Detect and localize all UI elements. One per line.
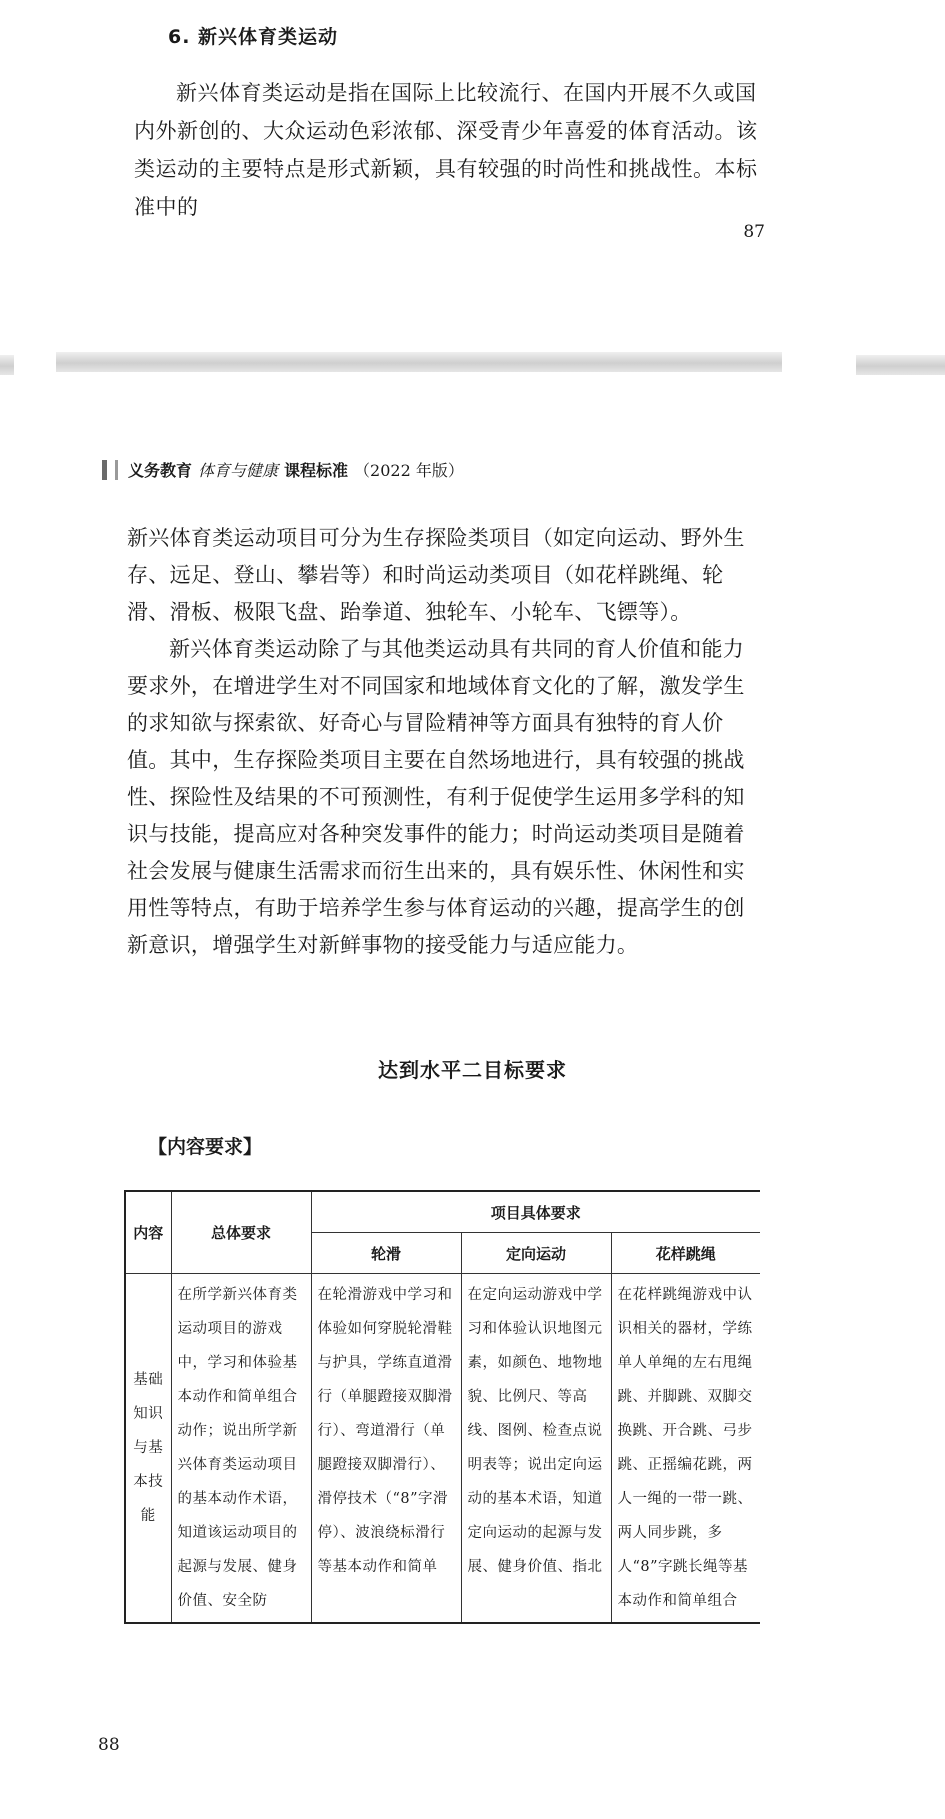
level-title: 达到水平二目标要求 <box>378 1058 567 1082</box>
main-body <box>127 520 765 964</box>
page-separator-left <box>0 355 14 375</box>
table-row <box>125 1274 760 1624</box>
header-subject: 体育与健康 <box>198 461 279 480</box>
requirements-table <box>124 1190 760 1662</box>
header-prefix: 义务教育 <box>128 461 193 480</box>
section-heading: 6. 新兴体育类运动 <box>168 26 339 48</box>
cell-fancy-rope: 在花样跳绳游戏中认识相关的器材，学练单人单绳的左右甩绳跳、并脚跳、双脚交换跳、开合跳、弓步跳、正摇编花跳，两人一绳的一带一跳、两人同步跳，多人“8”字跳长绳等基本动作和简单组合 <box>611 1274 760 1624</box>
header-content: 内容 <box>125 1191 171 1274</box>
running-header <box>102 458 464 481</box>
page-number-top: 87 <box>743 222 765 242</box>
row-category: 基础知识与基本技能 <box>125 1274 171 1624</box>
header-roller-skating: 轮滑 <box>311 1233 461 1274</box>
top-paragraph <box>134 74 764 226</box>
body-paragraph-1: 新兴体育类运动项目可分为生存探险类项目（如定向运动、野外生存、远足、登山、攀岩等）和时尚运动类项目（如花样跳绳、轮滑、滑板、极限飞盘、跆拳道、独轮车、小轮车、飞镖等）。 <box>127 526 745 624</box>
cell-roller-skating: 在轮滑游戏中学习和体验如何穿脱轮滑鞋与护具，学练直道滑行（单腿蹬接双脚滑行）、弯道滑行（单腿蹬接双脚滑行）、滑停技术（“8”字滑停）、波浪绕标滑行等基本动作和简单 <box>311 1274 461 1624</box>
header-doc: 课程标准 <box>284 461 349 480</box>
header-mark <box>102 460 107 480</box>
content-requirements-title: 【内容要求】 <box>148 1136 263 1158</box>
header-edition: （2022 年版） <box>354 461 464 480</box>
cell-overall: 在所学新兴体育类运动项目的游戏中，学习和体验基本动作和简单组合动作；说出所学新兴体育类运动项目的基本动作术语，知道该运动项目的起源与发展、健身价值、安全防 <box>171 1274 311 1624</box>
top-paragraph-text: 新兴体育类运动是指在国际上比较流行、在国内开展不久或国内外新创的、大众运动色彩浓郁、深受青少年喜爱的体育活动。该类运动的主要特点是形式新颖，具有较强的时尚性和挑战性。本标准中的 <box>134 81 758 219</box>
header-fancy-rope: 花样跳绳 <box>611 1233 760 1274</box>
page-separator <box>56 352 782 372</box>
header-orienteering: 定向运动 <box>461 1233 611 1274</box>
cell-orienteering: 在定向运动游戏中学习和体验认识地图元素，如颜色、地物地貌、比例尺、等高线、图例、检查点说明表等；说出定向运动的基本术语，知道定向运动的起源与发展、健身价值、指北 <box>461 1274 611 1624</box>
page-separator-right <box>856 355 945 375</box>
header-overall: 总体要求 <box>171 1191 311 1274</box>
body-paragraph-2: 新兴体育类运动除了与其他类运动具有共同的育人价值和能力要求外，在增进学生对不同国家和地域体育文化的了解，激发学生的求知欲与探索欲、好奇心与冒险精神等方面具有独特的育人价值。其中，生存探险类项目主要在自然场地进行，具有较强的挑战性、探险性及结果的不可预测性，有利于促使学生运用多学科的知识与技能，提高应对各种突发事件的能力；时尚运动类项目是随着社会发展与健康生活需求而衍生出来的，具有娱乐性、休闲性和实用性等特点，有助于培养学生参与体育运动的兴趣，提高学生的创新意识，增强学生对新鲜事物的接受能力与适应能力。 <box>127 637 745 957</box>
page-number-bottom: 88 <box>98 1735 120 1755</box>
header-mark-thin <box>115 460 118 480</box>
header-specific: 项目具体要求 <box>311 1191 760 1233</box>
